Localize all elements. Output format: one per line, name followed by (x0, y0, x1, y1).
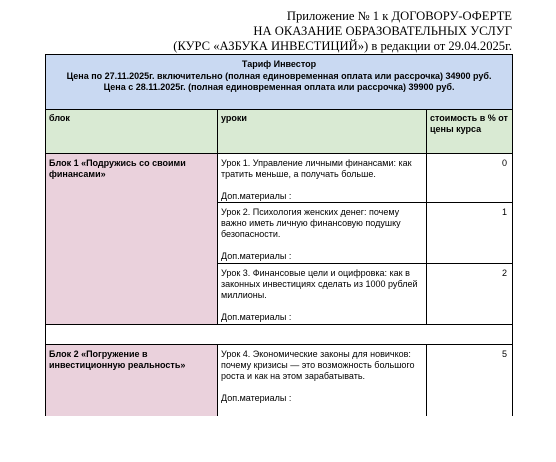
lesson-4-cell (218, 345, 427, 417)
lesson-4-extra: Доп.материалы : (221, 393, 292, 403)
lesson-3-extra: Доп.материалы : (221, 312, 292, 322)
header-line-2: НА ОКАЗАНИЕ ОБРАЗОВАТЕЛЬНЫХ УСЛУГ (253, 24, 512, 38)
header-line-1: Приложение № 1 к ДОГОВОРУ-ОФЕРТЕ (286, 9, 512, 23)
lesson-3-cell (218, 264, 427, 325)
lesson-1-cell (218, 154, 427, 203)
header-line-3: (КУРС «АЗБУКА ИНВЕСТИЦИЙ») в редакции от 29.04.2025г. (173, 39, 512, 53)
document-header (173, 9, 512, 54)
lesson-2-cost: 1 (427, 203, 513, 264)
lesson-2-cell (218, 203, 427, 264)
spacer-cell (46, 325, 513, 345)
tariff-table (45, 54, 513, 416)
lesson-3-text: Урок 3. Финансовые цели и оцифровка: как в законных инвестициях сделать из 1000 рублей миллионы. (221, 268, 418, 300)
tariff-header-row (46, 55, 513, 110)
spacer-row (46, 325, 513, 345)
lesson-2-extra: Доп.материалы : (221, 251, 292, 261)
column-header-lessons: уроки (218, 110, 427, 154)
table-row (46, 154, 513, 203)
tariff-header-cell (46, 55, 513, 110)
tariff-price-1: Цена по 27.11.2025г. включительно (полная единовременная оплата или рассрочка) 34900 руб. (66, 71, 492, 81)
lesson-2-text: Урок 2. Психология женских денег: почему важно иметь личную финансовую подушку безопасности. (221, 207, 401, 239)
lesson-3-cost: 2 (427, 264, 513, 325)
tariff-title: Тариф Инвестор (241, 59, 317, 69)
lesson-1-extra: Доп.материалы : (221, 191, 292, 201)
lesson-4-text: Урок 4. Экономические законы для новичков: почему кризисы — это возможность большого роста и как на этом зарабатывать. (221, 349, 415, 381)
lesson-1-text: Урок 1. Управление личными финансами: как тратить меньше, а получать больше. (221, 158, 412, 179)
block-1-title: Блок 1 «Подружись со своими финансами» (46, 154, 218, 325)
lesson-1-cost: 0 (427, 154, 513, 203)
lesson-4-cost: 5 (427, 345, 513, 417)
column-header-row (46, 110, 513, 154)
block-2-title: Блок 2 «Погружение в инвестиционную реальность» (46, 345, 218, 417)
column-header-block: блок (46, 110, 218, 154)
column-header-cost: стоимость в % от цены курса (427, 110, 513, 154)
table-row (46, 345, 513, 417)
tariff-price-2: Цена с 28.11.2025г. (полная единовременная оплата или рассрочка) 39900 руб. (103, 82, 455, 92)
